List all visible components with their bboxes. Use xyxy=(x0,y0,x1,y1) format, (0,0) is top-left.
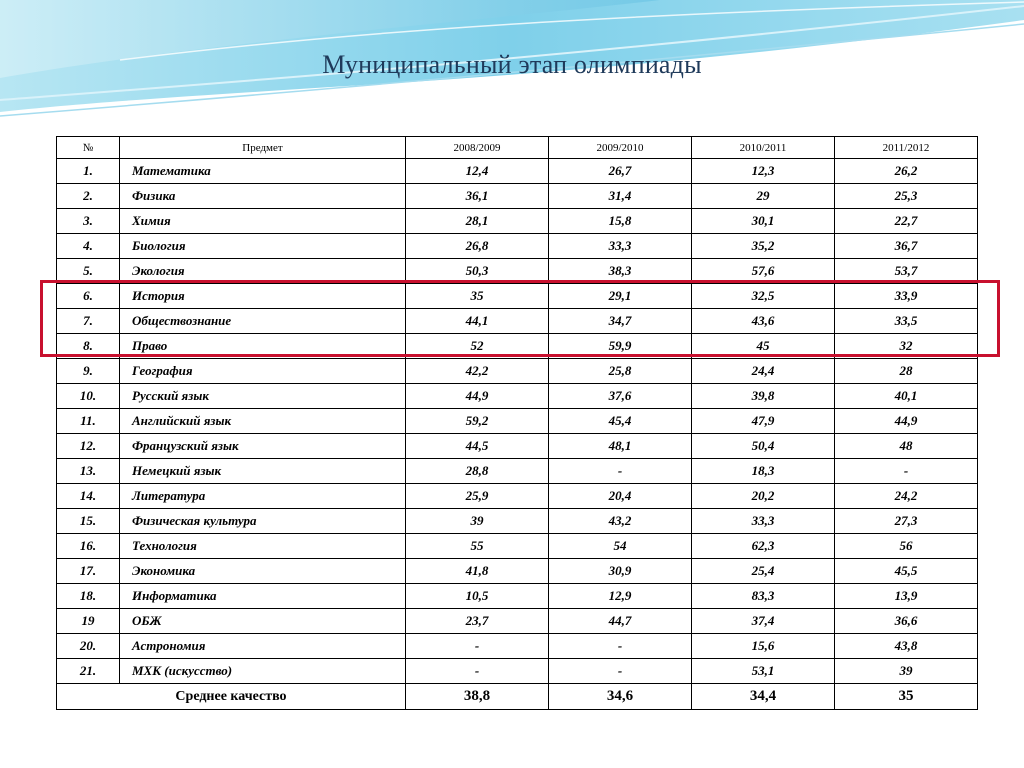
row-number: 17. xyxy=(57,559,120,584)
table-row xyxy=(57,509,978,534)
score-cell: 29,1 xyxy=(549,284,692,309)
score-cell: 30,1 xyxy=(692,209,835,234)
subject-name: Обществознание xyxy=(120,309,406,334)
row-number: 9. xyxy=(57,359,120,384)
average-value: 34,4 xyxy=(692,684,835,710)
subject-name: Экология xyxy=(120,259,406,284)
header-year-2008-2009: 2008/2009 xyxy=(406,137,549,159)
score-cell: 22,7 xyxy=(835,209,978,234)
score-cell: 33,3 xyxy=(692,509,835,534)
score-cell: 25,4 xyxy=(692,559,835,584)
score-cell: 31,4 xyxy=(549,184,692,209)
header-year-2010-2011: 2010/2011 xyxy=(692,137,835,159)
score-cell: 45,5 xyxy=(835,559,978,584)
score-cell: 83,3 xyxy=(692,584,835,609)
score-cell: 48,1 xyxy=(549,434,692,459)
score-cell: 26,7 xyxy=(549,159,692,184)
score-cell: 23,7 xyxy=(406,609,549,634)
subject-name: История xyxy=(120,284,406,309)
score-cell: 12,3 xyxy=(692,159,835,184)
score-cell: 35 xyxy=(406,284,549,309)
score-cell: 39,8 xyxy=(692,384,835,409)
score-cell: 25,9 xyxy=(406,484,549,509)
row-number: 8. xyxy=(57,334,120,359)
table-header-row xyxy=(57,137,978,159)
score-cell: 45,4 xyxy=(549,409,692,434)
score-cell: 15,6 xyxy=(692,634,835,659)
score-cell: 43,2 xyxy=(549,509,692,534)
average-quality-row xyxy=(57,684,978,710)
average-value: 34,6 xyxy=(549,684,692,710)
row-number: 12. xyxy=(57,434,120,459)
table-row xyxy=(57,559,978,584)
score-cell: 45 xyxy=(692,334,835,359)
score-cell: 57,6 xyxy=(692,259,835,284)
score-cell: 32,5 xyxy=(692,284,835,309)
subject-name: Французский язык xyxy=(120,434,406,459)
score-cell: - xyxy=(549,459,692,484)
score-cell: 62,3 xyxy=(692,534,835,559)
table-row xyxy=(57,609,978,634)
table-row xyxy=(57,384,978,409)
row-number: 19 xyxy=(57,609,120,634)
score-cell: 35,2 xyxy=(692,234,835,259)
subject-name: Экономика xyxy=(120,559,406,584)
subject-name: Биология xyxy=(120,234,406,259)
score-cell: 44,9 xyxy=(835,409,978,434)
score-cell: - xyxy=(549,659,692,684)
table-row xyxy=(57,659,978,684)
table-row xyxy=(57,434,978,459)
subject-name: Физическая культура xyxy=(120,509,406,534)
row-number: 6. xyxy=(57,284,120,309)
header-year-2011-2012: 2011/2012 xyxy=(835,137,978,159)
score-cell: 39 xyxy=(406,509,549,534)
score-cell: 37,4 xyxy=(692,609,835,634)
score-cell: 10,5 xyxy=(406,584,549,609)
subject-name: Литература xyxy=(120,484,406,509)
score-cell: 50,4 xyxy=(692,434,835,459)
table-row xyxy=(57,484,978,509)
score-cell: 47,9 xyxy=(692,409,835,434)
average-value: 38,8 xyxy=(406,684,549,710)
score-cell: 24,2 xyxy=(835,484,978,509)
row-number: 11. xyxy=(57,409,120,434)
row-number: 2. xyxy=(57,184,120,209)
score-cell: 53,1 xyxy=(692,659,835,684)
average-quality-label: Среднее качество xyxy=(57,684,406,710)
row-number: 15. xyxy=(57,509,120,534)
score-cell: 28 xyxy=(835,359,978,384)
row-number: 20. xyxy=(57,634,120,659)
score-cell: 48 xyxy=(835,434,978,459)
score-cell: 39 xyxy=(835,659,978,684)
score-cell: 50,3 xyxy=(406,259,549,284)
score-cell: 28,8 xyxy=(406,459,549,484)
score-cell: 44,1 xyxy=(406,309,549,334)
score-cell: - xyxy=(549,634,692,659)
score-cell: 24,4 xyxy=(692,359,835,384)
score-cell: 43,8 xyxy=(835,634,978,659)
subject-name: Астрономия xyxy=(120,634,406,659)
olympiad-results-table xyxy=(56,136,978,710)
score-cell: 34,7 xyxy=(549,309,692,334)
row-number: 21. xyxy=(57,659,120,684)
header-subject: Предмет xyxy=(120,137,406,159)
subject-name: Химия xyxy=(120,209,406,234)
score-cell: 56 xyxy=(835,534,978,559)
row-number: 10. xyxy=(57,384,120,409)
score-cell: 18,3 xyxy=(692,459,835,484)
score-cell: 44,5 xyxy=(406,434,549,459)
score-cell: 53,7 xyxy=(835,259,978,284)
header-number: № xyxy=(57,137,120,159)
subject-name: География xyxy=(120,359,406,384)
score-cell: 20,2 xyxy=(692,484,835,509)
subject-name: Немецкий язык xyxy=(120,459,406,484)
slide-title: Муниципальный этап олимпиады xyxy=(322,50,702,79)
score-cell: 33,9 xyxy=(835,284,978,309)
subject-name: Английский язык xyxy=(120,409,406,434)
score-cell: 12,9 xyxy=(549,584,692,609)
table-row xyxy=(57,459,978,484)
score-cell: 26,2 xyxy=(835,159,978,184)
table-row xyxy=(57,334,978,359)
score-cell: 42,2 xyxy=(406,359,549,384)
subject-name: МХК (искусство) xyxy=(120,659,406,684)
row-number: 7. xyxy=(57,309,120,334)
score-cell: 33,5 xyxy=(835,309,978,334)
score-cell: 44,7 xyxy=(549,609,692,634)
score-cell: 37,6 xyxy=(549,384,692,409)
score-cell: 36,7 xyxy=(835,234,978,259)
score-cell: 52 xyxy=(406,334,549,359)
subject-name: Информатика xyxy=(120,584,406,609)
subject-name: Право xyxy=(120,334,406,359)
row-number: 18. xyxy=(57,584,120,609)
table-row xyxy=(57,584,978,609)
subject-name: Русский язык xyxy=(120,384,406,409)
score-cell: 33,3 xyxy=(549,234,692,259)
score-cell: 43,6 xyxy=(692,309,835,334)
score-cell: - xyxy=(406,634,549,659)
table-row xyxy=(57,309,978,334)
table-row xyxy=(57,259,978,284)
score-cell: 55 xyxy=(406,534,549,559)
table-row xyxy=(57,634,978,659)
score-cell: 32 xyxy=(835,334,978,359)
table-row xyxy=(57,209,978,234)
subject-name: Технология xyxy=(120,534,406,559)
subject-name: ОБЖ xyxy=(120,609,406,634)
table-row xyxy=(57,409,978,434)
score-cell: 59,9 xyxy=(549,334,692,359)
score-cell: 15,8 xyxy=(549,209,692,234)
row-number: 4. xyxy=(57,234,120,259)
table-row xyxy=(57,184,978,209)
row-number: 13. xyxy=(57,459,120,484)
score-cell: 25,3 xyxy=(835,184,978,209)
score-cell: 20,4 xyxy=(549,484,692,509)
subject-name: Физика xyxy=(120,184,406,209)
table-row xyxy=(57,359,978,384)
score-cell: 25,8 xyxy=(549,359,692,384)
score-cell: 59,2 xyxy=(406,409,549,434)
row-number: 1. xyxy=(57,159,120,184)
score-cell: 54 xyxy=(549,534,692,559)
table-row xyxy=(57,534,978,559)
score-cell: 30,9 xyxy=(549,559,692,584)
score-cell: 13,9 xyxy=(835,584,978,609)
score-cell: 40,1 xyxy=(835,384,978,409)
score-cell: 29 xyxy=(692,184,835,209)
row-number: 14. xyxy=(57,484,120,509)
score-cell: 26,8 xyxy=(406,234,549,259)
score-cell: 12,4 xyxy=(406,159,549,184)
row-number: 3. xyxy=(57,209,120,234)
table-row xyxy=(57,284,978,309)
table-body xyxy=(57,159,978,684)
score-cell: 38,3 xyxy=(549,259,692,284)
average-value: 35 xyxy=(835,684,978,710)
table-row xyxy=(57,159,978,184)
score-cell: 27,3 xyxy=(835,509,978,534)
score-cell: 44,9 xyxy=(406,384,549,409)
score-cell: 36,1 xyxy=(406,184,549,209)
table-row xyxy=(57,234,978,259)
score-cell: 28,1 xyxy=(406,209,549,234)
header-year-2009-2010: 2009/2010 xyxy=(549,137,692,159)
row-number: 5. xyxy=(57,259,120,284)
row-number: 16. xyxy=(57,534,120,559)
score-cell: - xyxy=(835,459,978,484)
subject-name: Математика xyxy=(120,159,406,184)
score-cell: - xyxy=(406,659,549,684)
score-cell: 36,6 xyxy=(835,609,978,634)
score-cell: 41,8 xyxy=(406,559,549,584)
